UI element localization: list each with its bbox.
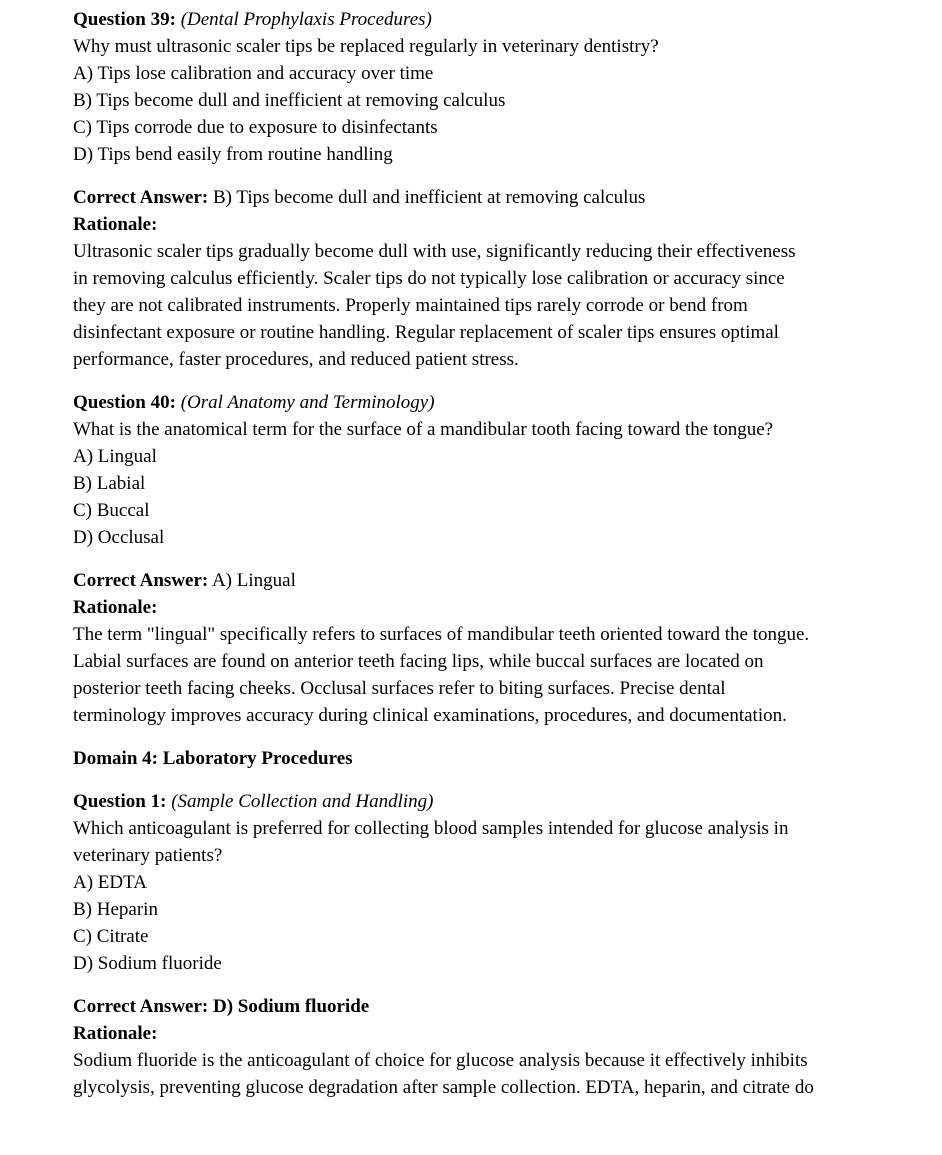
question-39-section	[73, 6, 886, 168]
question-1-rationale-line: Sodium fluoride is the anticoagulant of choice for glucose analysis because it effectively inhibits	[73, 1050, 808, 1071]
question-1-correct-answer-line	[73, 993, 886, 1020]
question-39-option-d: D) Tips bend easily from routine handling	[73, 144, 393, 165]
question-39-option-a: A) Tips lose calibration and accuracy over time	[73, 63, 434, 84]
question-1-rationale-line: glycolysis, preventing glucose degradation after sample collection. EDTA, heparin, and citrate do	[73, 1077, 814, 1098]
question-40-option-d: D) Occlusal	[73, 527, 165, 548]
question-40-option-b: B) Labial	[73, 473, 146, 494]
question-40-section	[73, 389, 886, 551]
question-40-rationale-label: Rationale:	[73, 597, 158, 618]
question-39-option-b: B) Tips become dull and inefficient at removing calculus	[73, 90, 506, 111]
question-40-rationale-line: posterior teeth facing cheeks. Occlusal surfaces refer to biting surfaces. Precise dental	[73, 678, 726, 699]
question-40-option-c: C) Buccal	[73, 500, 150, 521]
domain-4-heading-section	[73, 745, 886, 772]
question-39-correct-answer-line	[73, 184, 886, 211]
question-40-answer-section	[73, 567, 886, 729]
question-40-option-a: A) Lingual	[73, 446, 157, 467]
question-1-text: veterinary patients?	[73, 845, 223, 866]
question-39-answer-section	[73, 184, 886, 373]
question-40-number-label: Question 40:	[73, 392, 176, 413]
question-1-option-d: D) Sodium fluoride	[73, 953, 222, 974]
question-39-rationale-label: Rationale:	[73, 214, 158, 235]
question-39-option-c: C) Tips corrode due to exposure to disinfectants	[73, 117, 438, 138]
question-40-rationale-line: terminology improves accuracy during clinical examinations, procedures, and documentation.	[73, 705, 787, 726]
question-1-option-b: B) Heparin	[73, 899, 158, 920]
question-39-rationale-line: in removing calculus efficiently. Scaler tips do not typically lose calibration or accuracy since	[73, 268, 785, 289]
question-39-correct-answer-text: B) Tips become dull and inefficient at removing calculus	[213, 187, 646, 208]
question-1-option-c: C) Citrate	[73, 926, 149, 947]
question-1-answer-section	[73, 993, 886, 1101]
question-1-section	[73, 788, 886, 977]
question-40-correct-answer-line	[73, 567, 886, 594]
question-1-correct-answer-label: Correct Answer:	[73, 996, 209, 1017]
question-39-heading	[73, 6, 886, 33]
question-39-text: Why must ultrasonic scaler tips be replaced regularly in veterinary dentistry?	[73, 36, 659, 57]
question-1-text: Which anticoagulant is preferred for collecting blood samples intended for glucose analysis in	[73, 818, 789, 839]
question-1-heading	[73, 788, 886, 815]
question-39-number-label: Question 39:	[73, 9, 176, 30]
domain-4-heading: Domain 4: Laboratory Procedures	[73, 748, 353, 769]
question-39-rationale-line: performance, faster procedures, and reduced patient stress.	[73, 349, 519, 370]
question-1-rationale-label: Rationale:	[73, 1023, 158, 1044]
question-39-rationale-line: disinfectant exposure or routine handling. Regular replacement of scaler tips ensures optimal	[73, 322, 779, 343]
question-39-rationale-line: they are not calibrated instruments. Properly maintained tips rarely corrode or bend from	[73, 295, 748, 316]
question-39-correct-answer-label: Correct Answer:	[73, 187, 209, 208]
question-40-text: What is the anatomical term for the surface of a mandibular tooth facing toward the tongue?	[73, 419, 774, 440]
question-40-correct-answer-text: A) Lingual	[211, 570, 296, 591]
question-40-rationale-line: Labial surfaces are found on anterior teeth facing lips, while buccal surfaces are located on	[73, 651, 764, 672]
question-39-rationale-line: Ultrasonic scaler tips gradually become dull with use, significantly reducing their effectiveness	[73, 241, 796, 262]
question-40-correct-answer-label: Correct Answer:	[73, 570, 209, 591]
question-40-topic: (Oral Anatomy and Terminology)	[180, 392, 435, 413]
question-1-correct-answer-text: D) Sodium fluoride	[213, 996, 370, 1017]
question-1-number-label: Question 1:	[73, 791, 167, 812]
question-39-topic: (Dental Prophylaxis Procedures)	[180, 9, 432, 30]
question-1-topic: (Sample Collection and Handling)	[171, 791, 434, 812]
question-40-heading	[73, 389, 886, 416]
question-40-rationale-line: The term "lingual" specifically refers to surfaces of mandibular teeth oriented toward the tongue.	[73, 624, 810, 645]
question-1-option-a: A) EDTA	[73, 872, 147, 893]
